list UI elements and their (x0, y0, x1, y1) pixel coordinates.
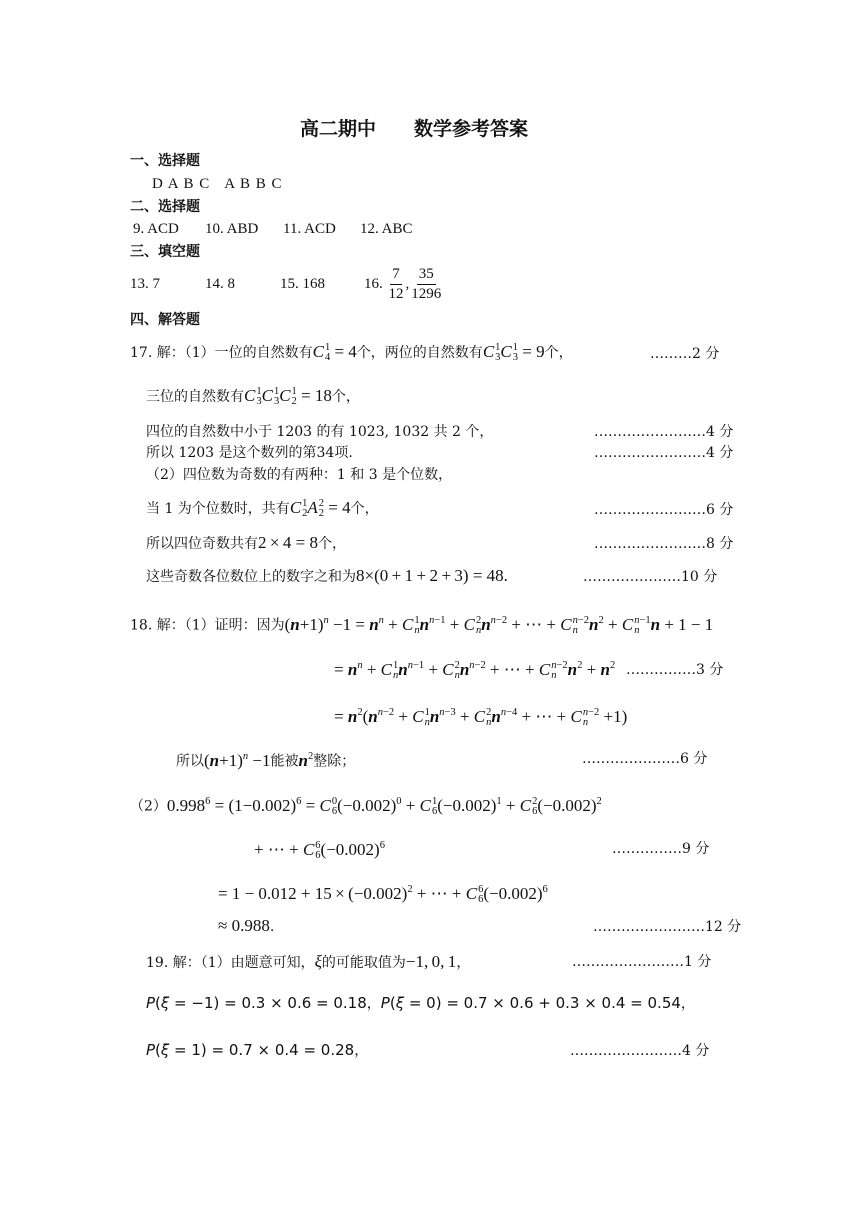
answer-q11: 11. ACD (283, 221, 336, 237)
p17-score-2: ……………………4 分 (594, 424, 734, 440)
p17-line5: （2）四位数为奇数的有两种：1 和 3 是个位数， (146, 467, 453, 483)
p18-line6: + ⋯ + C 6 6 $(-0.002)^6$ (254, 839, 385, 861)
p17-line6: 当 1 为个位数时，共有C 1 2 A 2 2 = 4个， (146, 498, 379, 520)
p18-line5: $(2)0.998^6 = (1-0.002)^6 = C$ 0 6 $(-0.002)^0 + C$ 1 6 $(-0.002)^1 + C$ 2 6 $(-0.002)^2$ (130, 795, 602, 817)
p17-score-6: …………………10 分 (583, 569, 718, 585)
q16-fraction-a: $\frac{7}{12}$ (388, 266, 404, 303)
p18-line4: 所以$(n+1)^n -1$能被$n^2$整除； (176, 750, 356, 770)
p18-score-2: …………………6 分 (582, 751, 708, 767)
p18-score-3: ……………9 分 (612, 841, 710, 857)
p18-line2: = $n^n + C$ 1 n $n^{n-1} + C$ 2 n $n^{n-2}$ + ⋯ + C n−2 n $n^2 + n^2$ (334, 659, 616, 681)
section-heading-choice: 一、选择题 (130, 153, 200, 169)
p18-line8: ≈ 0.988. (218, 916, 275, 935)
p19-score-2: ……………………4 分 (570, 1043, 710, 1059)
section-heading-multi-choice: 二、选择题 (130, 199, 200, 215)
p17-line7: 所以四位奇数共有2 × 4 = 8个， (146, 533, 346, 552)
p17-line3: 四位的自然数中小于 1203 的有 1023, 1032 共 2 个， (146, 424, 494, 440)
p19-line2: P(ξ = −1) = 0.3 × 0.6 = 0.18，P(ξ = 0) = 0.7 × 0.6 + 0.3 × 0.4 = 0.54， (146, 994, 695, 1012)
answer-q14: 14. 8 (205, 276, 235, 292)
p18-line1: 18. 解：（1）证明：因为$(n+1)^n -1 = n^n + C$ 1 n $n^{n-1} + C$ 2 n $n^{n-2}$ + ⋯ + C n−2 n $n^2 + C$ n−1 n n + 1 − 1 (130, 614, 714, 636)
p17-score-4: ……………………6 分 (594, 502, 734, 518)
p19-line3: P(ξ = 1) = 0.7 × 0.4 = 0.28， (146, 1041, 369, 1059)
p17-score-3: ……………………4 分 (594, 445, 734, 461)
answer-q9: 9. ACD (133, 221, 179, 237)
answer-q16: 16. $\frac{7}{12}$ , $\frac{35}{1296}$ (364, 266, 442, 303)
p18-line3: = $n^2(n^{n-2} + C$ 1 n $n^{n-3} + C$ 2 n $n^{n-4}$ + ⋯ + C n−2 n +1) (334, 706, 628, 728)
choice-answers: D A B C A B B C (152, 176, 282, 192)
p18-score-4: ……………………12 分 (593, 919, 742, 935)
answer-q10: 10. ABD (205, 221, 259, 237)
p17-line2: 三位的自然数有C 1 3 C 1 3 C 1 2 = 18个， (146, 386, 360, 408)
page-title: 高二期中 数学参考答案 (300, 118, 529, 140)
p17-score-5: ……………………8 分 (594, 536, 734, 552)
answer-q15: 15. 168 (280, 276, 325, 292)
p19-score-1: ……………………1 分 (572, 954, 712, 970)
p18-score-1: ……………3 分 (626, 662, 724, 678)
p19-line1: 19. 解：（1）由题意可知，ξ的可能取值为−1, 0, 1， (146, 952, 471, 971)
p18-line7: = $1 - 0.012 + 15 \times (-0.002)^2$ + ⋯ + C 6 6 $(-0.002)^6$ (218, 883, 548, 905)
answer-q13: 13. 7 (130, 276, 160, 292)
answer-q12: 12. ABC (360, 221, 413, 237)
p17-line8: 这些奇数各位数位上的数字之和为8×(0 + 1 + 2 + 3) = 48. (146, 566, 508, 585)
section-heading-fill-blank: 三、填空题 (130, 244, 200, 260)
p17-score-1: ………2 分 (650, 346, 720, 362)
p17-line4: 所以 1203 是这个数列的第34项. (146, 445, 353, 461)
q16-label: 16. (364, 276, 383, 292)
section-heading-solutions: 四、解答题 (130, 312, 200, 328)
p17-line1: 17. 解：（1）一位的自然数有C 1 4 = 4个，两位的自然数有C 1 3 C 1 3 = 9个， (130, 342, 573, 364)
q16-fraction-b: $\frac{35}{1296}$ (411, 266, 442, 303)
